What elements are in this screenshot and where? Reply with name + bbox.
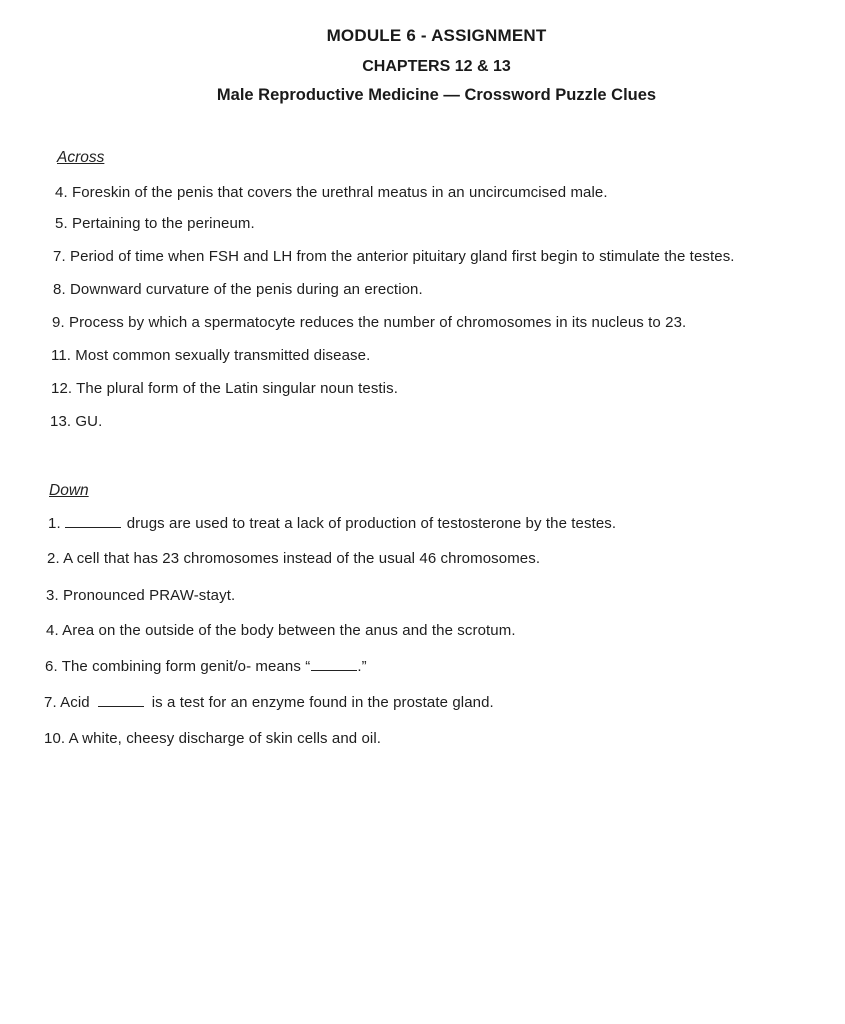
across-clue-8: 8. Downward curvature of the penis during an erection. [53, 281, 423, 298]
down-clue-1-text: drugs are used to treat a lack of production of testosterone by the testes. [126, 515, 617, 532]
across-clue-9: 9. Process by which a spermatocyte reduces the number of chromosomes in its nucleus to 23. [52, 314, 687, 331]
down-clue-7 [44, 694, 494, 711]
across-clue-11: 11. Most common sexually transmitted disease. [51, 347, 371, 364]
down-clue-6-prefix: 6. The combining form genit/o- means “ [45, 658, 311, 675]
down-clue-4: 4. Area on the outside of the body between the anus and the scrotum. [46, 622, 516, 639]
down-clue-10: 10. A white, cheesy discharge of skin cells and oil. [44, 730, 382, 747]
module-title: MODULE 6 - ASSIGNMENT [326, 26, 547, 45]
chapters-heading: CHAPTERS 12 & 13 [362, 58, 511, 75]
down-clue-7-text: is a test for an enzyme found in the prostate gland. [151, 694, 494, 711]
across-heading: Across [57, 149, 105, 166]
across-clue-12: 12. The plural form of the Latin singular noun testis. [51, 380, 398, 397]
down-heading: Down [49, 482, 89, 499]
down-clue-3: 3. Pronounced PRAW-stayt. [46, 587, 236, 604]
down-clue-7-prefix: 7. Acid [44, 694, 90, 711]
down-clue-2: 2. A cell that has 23 chromosomes instead of the usual 46 chromosomes. [47, 550, 541, 567]
down-clue-1-number: 1. [48, 515, 61, 532]
down-clue-1 [48, 515, 616, 532]
document-subtitle: Male Reproductive Medicine — Crossword Puzzle Clues [216, 86, 657, 104]
across-clue-13: 13. GU. [50, 413, 103, 430]
down-clue-6-suffix: .” [357, 658, 367, 675]
answer-blank [65, 515, 121, 528]
answer-blank [98, 694, 144, 707]
across-clue-5: 5. Pertaining to the perineum. [55, 215, 255, 232]
across-clue-4: 4. Foreskin of the penis that covers the urethral meatus in an uncircumcised male. [55, 184, 608, 201]
answer-blank [311, 658, 357, 671]
down-clue-6 [45, 658, 367, 675]
across-clue-7: 7. Period of time when FSH and LH from the anterior pituitary gland first begin to stimulate the testes. [53, 248, 735, 265]
